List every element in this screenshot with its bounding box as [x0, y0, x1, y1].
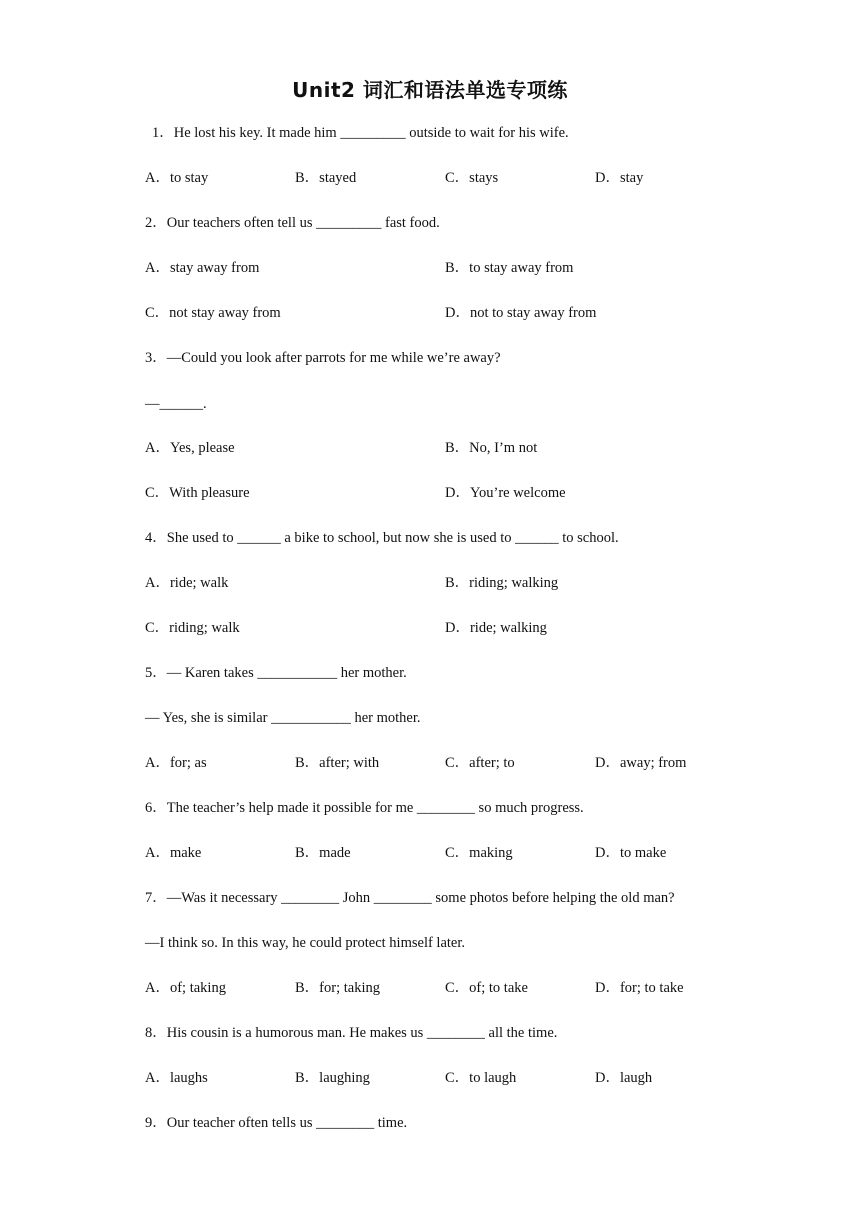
page-title: Unit2 词汇和语法单选专项练	[292, 78, 568, 102]
question-6-option-d[interactable]: D．to make	[595, 845, 667, 861]
question-8-option-a[interactable]: A．laughs	[145, 1070, 208, 1086]
question-3-option-c[interactable]: C．With pleasure	[145, 485, 250, 501]
question-3-option-a[interactable]: A．Yes, please	[145, 440, 235, 456]
question-8-option-b[interactable]: B．laughing	[295, 1070, 370, 1086]
question-3-option-b[interactable]: B．No, I’m not	[445, 440, 538, 456]
question-8-option-d[interactable]: D．laugh	[595, 1070, 653, 1086]
question-6-option-c[interactable]: C．making	[445, 845, 513, 861]
question-5-stem: 5．— Karen takes ___________ her mother.	[145, 665, 407, 681]
question-9-stem: 9．Our teacher often tells us ________ time.	[145, 1115, 408, 1131]
question-3-reply: —______.	[145, 396, 207, 412]
question-1-option-d[interactable]: D．stay	[595, 170, 644, 186]
question-4-stem: 4．She used to ______ a bike to school, but now she is used to ______ to school.	[145, 530, 619, 546]
question-6-option-b[interactable]: B．made	[295, 845, 351, 861]
question-5-option-c[interactable]: C．after; to	[445, 755, 515, 771]
question-8-option-c[interactable]: C．to laugh	[445, 1070, 517, 1086]
question-7-option-a[interactable]: A．of; taking	[145, 980, 226, 996]
question-1-option-a[interactable]: A．to stay	[145, 170, 209, 186]
question-6-option-a[interactable]: A．make	[145, 845, 202, 861]
question-4-option-b[interactable]: B．riding; walking	[445, 575, 559, 591]
question-1-option-b[interactable]: B．stayed	[295, 170, 357, 186]
question-6-stem: 6．The teacher’s help made it possible for me ________ so much progress.	[145, 800, 584, 816]
question-5-option-a[interactable]: A．for; as	[145, 755, 207, 771]
question-7-stem: 7．—Was it necessary ________ John ________ some photos before helping the old man?	[145, 890, 675, 906]
question-8-stem: 8．His cousin is a humorous man. He makes us ________ all the time.	[145, 1025, 558, 1041]
question-4-option-d[interactable]: D．ride; walking	[445, 620, 547, 636]
question-2-stem: 2．Our teachers often tell us _________ fast food.	[145, 215, 440, 231]
question-4-option-a[interactable]: A．ride; walk	[145, 575, 229, 591]
question-7-reply: —I think so. In this way, he could protect himself later.	[145, 935, 466, 951]
question-3-option-d[interactable]: D．You’re welcome	[445, 485, 566, 501]
question-2-option-c[interactable]: C．not stay away from	[145, 305, 281, 321]
question-2-option-d[interactable]: D．not to stay away from	[445, 305, 597, 321]
question-7-option-c[interactable]: C．of; to take	[445, 980, 528, 996]
question-5-option-b[interactable]: B．after; with	[295, 755, 380, 771]
question-4-option-c[interactable]: C．riding; walk	[145, 620, 240, 636]
question-2-option-b[interactable]: B．to stay away from	[445, 260, 574, 276]
question-5-reply: — Yes, she is similar ___________ her mother.	[145, 710, 421, 726]
question-7-option-d[interactable]: D．for; to take	[595, 980, 684, 996]
question-7-option-b[interactable]: B．for; taking	[295, 980, 380, 996]
question-3-stem: 3．—Could you look after parrots for me while we’re away?	[145, 350, 501, 366]
question-5-option-d[interactable]: D．away; from	[595, 755, 687, 771]
question-1-stem: 1．He lost his key. It made him _________ outside to wait for his wife.	[152, 125, 569, 141]
question-1-option-c[interactable]: C．stays	[445, 170, 499, 186]
question-2-option-a[interactable]: A．stay away from	[145, 260, 260, 276]
